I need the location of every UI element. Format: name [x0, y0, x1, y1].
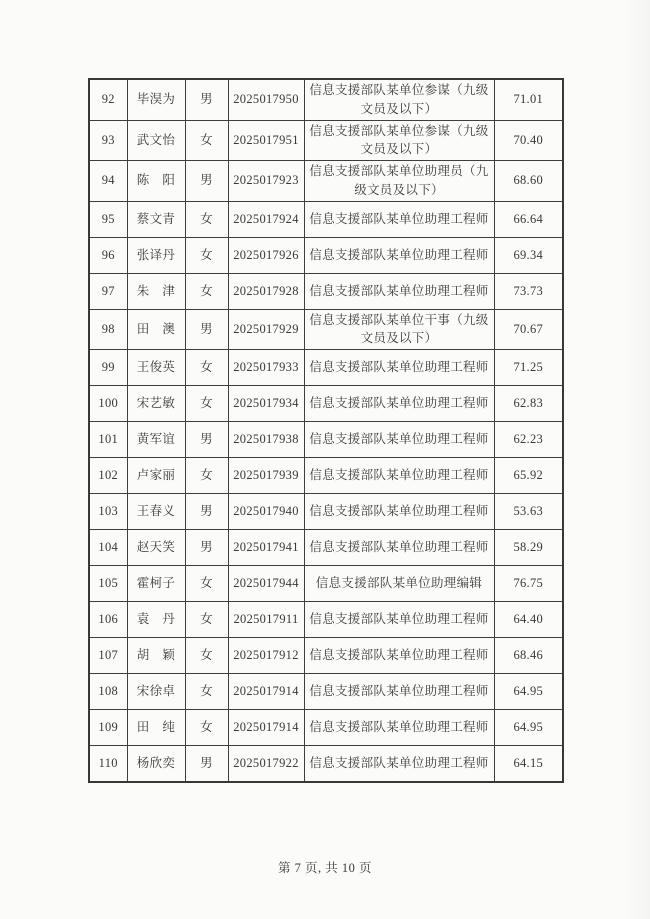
cell-row-number: 92: [89, 79, 127, 120]
cell-position: 信息支援部队某单位参谋（九级文员及以下）: [304, 120, 494, 161]
cell-score: 76.75: [494, 566, 563, 602]
cell-gender: 女: [185, 638, 228, 674]
table-row: [89, 566, 563, 602]
cell-position: 信息支援部队某单位助理工程师: [304, 237, 494, 273]
cell-gender: 男: [185, 161, 228, 202]
cell-exam-id: 2025017933: [228, 350, 304, 386]
cell-position: 信息支援部队某单位助理工程师: [304, 350, 494, 386]
cell-score: 62.23: [494, 422, 563, 458]
cell-row-number: 97: [89, 273, 127, 309]
cell-position: 信息支援部队某单位助理工程师: [304, 201, 494, 237]
cell-name: 袁 丹: [127, 602, 185, 638]
cell-name: 霍柯子: [127, 566, 185, 602]
cell-name: 王俊英: [127, 350, 185, 386]
cell-row-number: 100: [89, 386, 127, 422]
table-row: [89, 273, 563, 309]
cell-score: 64.95: [494, 674, 563, 710]
cell-score: 70.67: [494, 309, 563, 350]
cell-score: 66.64: [494, 201, 563, 237]
cell-score: 58.29: [494, 530, 563, 566]
cell-score: 64.40: [494, 602, 563, 638]
cell-gender: 男: [185, 746, 228, 783]
cell-score: 68.60: [494, 161, 563, 202]
cell-row-number: 95: [89, 201, 127, 237]
cell-exam-id: 2025017914: [228, 674, 304, 710]
cell-position: 信息支援部队某单位助理工程师: [304, 386, 494, 422]
cell-name: 杨欣奕: [127, 746, 185, 783]
table-row: [89, 161, 563, 202]
table-row: [89, 386, 563, 422]
cell-row-number: 102: [89, 458, 127, 494]
cell-score: 73.73: [494, 273, 563, 309]
cell-score: 70.40: [494, 120, 563, 161]
cell-score: 64.15: [494, 746, 563, 783]
cell-name: 胡 颖: [127, 638, 185, 674]
cell-row-number: 104: [89, 530, 127, 566]
cell-row-number: 93: [89, 120, 127, 161]
cell-gender: 女: [185, 710, 228, 746]
table-row: [89, 350, 563, 386]
cell-score: 62.83: [494, 386, 563, 422]
cell-gender: 女: [185, 602, 228, 638]
cell-row-number: 94: [89, 161, 127, 202]
cell-position: 信息支援部队某单位助理工程师: [304, 458, 494, 494]
cell-score: 65.92: [494, 458, 563, 494]
cell-name: 毕淏为: [127, 79, 185, 120]
table-row: [89, 710, 563, 746]
cell-row-number: 98: [89, 309, 127, 350]
cell-name: 武文怡: [127, 120, 185, 161]
cell-position: 信息支援部队某单位助理工程师: [304, 746, 494, 783]
cell-exam-id: 2025017914: [228, 710, 304, 746]
cell-name: 王春义: [127, 494, 185, 530]
cell-gender: 男: [185, 309, 228, 350]
cell-name: 张译丹: [127, 237, 185, 273]
cell-gender: 女: [185, 120, 228, 161]
cell-exam-id: 2025017941: [228, 530, 304, 566]
cell-exam-id: 2025017934: [228, 386, 304, 422]
table-row: [89, 674, 563, 710]
cell-gender: 女: [185, 273, 228, 309]
cell-position: 信息支援部队某单位干事（九级文员及以下）: [304, 309, 494, 350]
table-row: [89, 494, 563, 530]
cell-position: 信息支援部队某单位助理工程师: [304, 494, 494, 530]
cell-name: 朱 津: [127, 273, 185, 309]
cell-row-number: 101: [89, 422, 127, 458]
cell-name: 卢家丽: [127, 458, 185, 494]
cell-exam-id: 2025017926: [228, 237, 304, 273]
cell-position: 信息支援部队某单位助理工程师: [304, 273, 494, 309]
cell-position: 信息支援部队某单位参谋（九级文员及以下）: [304, 79, 494, 120]
cell-position: 信息支援部队某单位助理编辑: [304, 566, 494, 602]
cell-position: 信息支援部队某单位助理员（九级文员及以下）: [304, 161, 494, 202]
cell-gender: 女: [185, 237, 228, 273]
cell-exam-id: 2025017929: [228, 309, 304, 350]
results-table-body: [89, 79, 563, 782]
cell-gender: 女: [185, 458, 228, 494]
cell-exam-id: 2025017928: [228, 273, 304, 309]
cell-position: 信息支援部队某单位助理工程师: [304, 674, 494, 710]
cell-row-number: 106: [89, 602, 127, 638]
cell-name: 田 纯: [127, 710, 185, 746]
cell-exam-id: 2025017940: [228, 494, 304, 530]
cell-gender: 女: [185, 201, 228, 237]
cell-exam-id: 2025017923: [228, 161, 304, 202]
cell-gender: 男: [185, 530, 228, 566]
table-row: [89, 746, 563, 783]
cell-gender: 男: [185, 79, 228, 120]
cell-row-number: 96: [89, 237, 127, 273]
cell-gender: 女: [185, 566, 228, 602]
cell-score: 69.34: [494, 237, 563, 273]
cell-exam-id: 2025017922: [228, 746, 304, 783]
results-table: [88, 78, 564, 783]
table-row: [89, 638, 563, 674]
cell-gender: 女: [185, 350, 228, 386]
table-row: [89, 237, 563, 273]
table-row: [89, 602, 563, 638]
cell-score: 71.25: [494, 350, 563, 386]
table-row: [89, 120, 563, 161]
cell-score: 71.01: [494, 79, 563, 120]
cell-gender: 女: [185, 674, 228, 710]
cell-exam-id: 2025017944: [228, 566, 304, 602]
table-row: [89, 422, 563, 458]
cell-exam-id: 2025017951: [228, 120, 304, 161]
cell-row-number: 99: [89, 350, 127, 386]
cell-position: 信息支援部队某单位助理工程师: [304, 530, 494, 566]
cell-exam-id: 2025017924: [228, 201, 304, 237]
table-row: [89, 309, 563, 350]
cell-row-number: 108: [89, 674, 127, 710]
table-row: [89, 458, 563, 494]
cell-row-number: 103: [89, 494, 127, 530]
cell-name: 陈 阳: [127, 161, 185, 202]
table-row: [89, 201, 563, 237]
cell-position: 信息支援部队某单位助理工程师: [304, 638, 494, 674]
cell-name: 蔡文青: [127, 201, 185, 237]
cell-exam-id: 2025017911: [228, 602, 304, 638]
cell-position: 信息支援部队某单位助理工程师: [304, 422, 494, 458]
cell-name: 田 澳: [127, 309, 185, 350]
cell-score: 53.63: [494, 494, 563, 530]
cell-name: 黄军谊: [127, 422, 185, 458]
cell-position: 信息支援部队某单位助理工程师: [304, 710, 494, 746]
cell-name: 宋艺敏: [127, 386, 185, 422]
cell-gender: 男: [185, 422, 228, 458]
cell-exam-id: 2025017938: [228, 422, 304, 458]
cell-gender: 男: [185, 494, 228, 530]
table-row: [89, 79, 563, 120]
cell-position: 信息支援部队某单位助理工程师: [304, 602, 494, 638]
cell-exam-id: 2025017939: [228, 458, 304, 494]
cell-score: 64.95: [494, 710, 563, 746]
cell-row-number: 109: [89, 710, 127, 746]
cell-name: 宋徐卓: [127, 674, 185, 710]
cell-gender: 女: [185, 386, 228, 422]
cell-exam-id: 2025017912: [228, 638, 304, 674]
cell-row-number: 107: [89, 638, 127, 674]
cell-name: 赵天笑: [127, 530, 185, 566]
cell-row-number: 105: [89, 566, 127, 602]
page-footer: 第 7 页, 共 10 页: [277, 861, 372, 875]
cell-exam-id: 2025017950: [228, 79, 304, 120]
cell-score: 68.46: [494, 638, 563, 674]
table-row: [89, 530, 563, 566]
cell-row-number: 110: [89, 746, 127, 783]
